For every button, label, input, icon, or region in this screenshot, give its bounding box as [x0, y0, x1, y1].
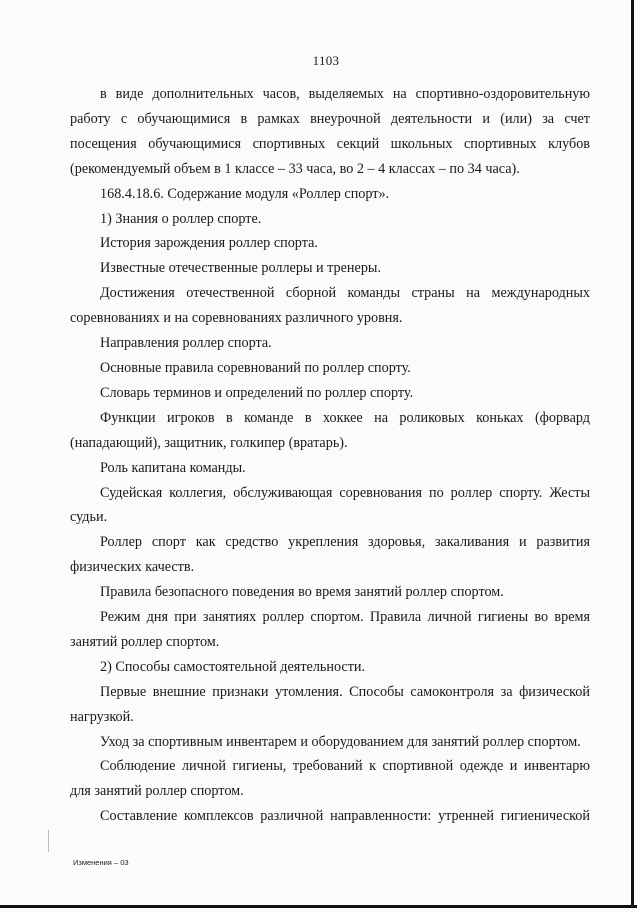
paragraph: Соблюдение личной гигиены, требований к спортивной одежде и инвентарю для занятий роллер спортом. [70, 758, 590, 800]
paragraph: Функции игроков в команде в хоккее на роликовых коньках (форвард (нападающий), защитник, голкипер (вратарь). [70, 409, 590, 451]
paragraph: Первые внешние признаки утомления. Способы самоконтроля за физической нагрузкой. [70, 683, 590, 725]
paragraph: Роллер спорт как средство укрепления здоровья, закаливания и развития физических качеств. [70, 534, 590, 576]
scan-border-bottom [0, 905, 637, 908]
paragraph: Уход за спортивным инвентарем и оборудованием для занятий роллер спортом. [100, 733, 581, 750]
paragraph: Основные правила соревнований по роллер спорту. [100, 359, 411, 376]
paragraph: в виде дополнительных часов, выделяемых на спортивно-оздоровительную работу с обучающимися в рамках внеурочной деятельности и (или) за счет посещения обучающимися спортивных секций школьных спортивных клубов (рекомендуемый объем в 1 классе – 33 часа, во 2 – 4 классах – по 34 часа). [70, 86, 590, 177]
page-number: 1103 [312, 53, 340, 68]
scan-artifact-mark [48, 830, 49, 852]
paragraph: Судейская коллегия, обслуживающая соревнования по роллер спорту. Жесты судьи. [70, 484, 590, 526]
paragraph: Составление комплексов различной направленности: утренней гигиенической [100, 808, 590, 825]
footer-revision-note: Изменения – 03 [73, 858, 129, 867]
paragraph: Направления роллер спорта. [100, 335, 272, 352]
body-text [70, 82, 590, 829]
section-heading: 1) Знания о роллер спорте. [100, 210, 262, 227]
module-heading: 168.4.18.6. Содержание модуля «Роллер спорт». [100, 185, 390, 202]
paragraph: Роль капитана команды. [100, 459, 246, 476]
paragraph: История зарождения роллер спорта. [100, 235, 318, 252]
scan-border-right [631, 0, 634, 906]
paragraph: Правила безопасного поведения во время занятий роллер спортом. [100, 584, 504, 601]
paragraph: Режим дня при занятиях роллер спортом. Правила личной гигиены во время занятий роллер спортом. [70, 609, 590, 650]
section-heading: 2) Способы самостоятельной деятельности. [100, 658, 366, 675]
paragraph: Достижения отечественной сборной команды страны на международных соревнованиях и на соревнованиях различного уровня. [70, 285, 590, 327]
paragraph: Известные отечественные роллеры и тренеры. [100, 260, 381, 277]
paragraph: Словарь терминов и определений по роллер спорту. [100, 384, 414, 401]
